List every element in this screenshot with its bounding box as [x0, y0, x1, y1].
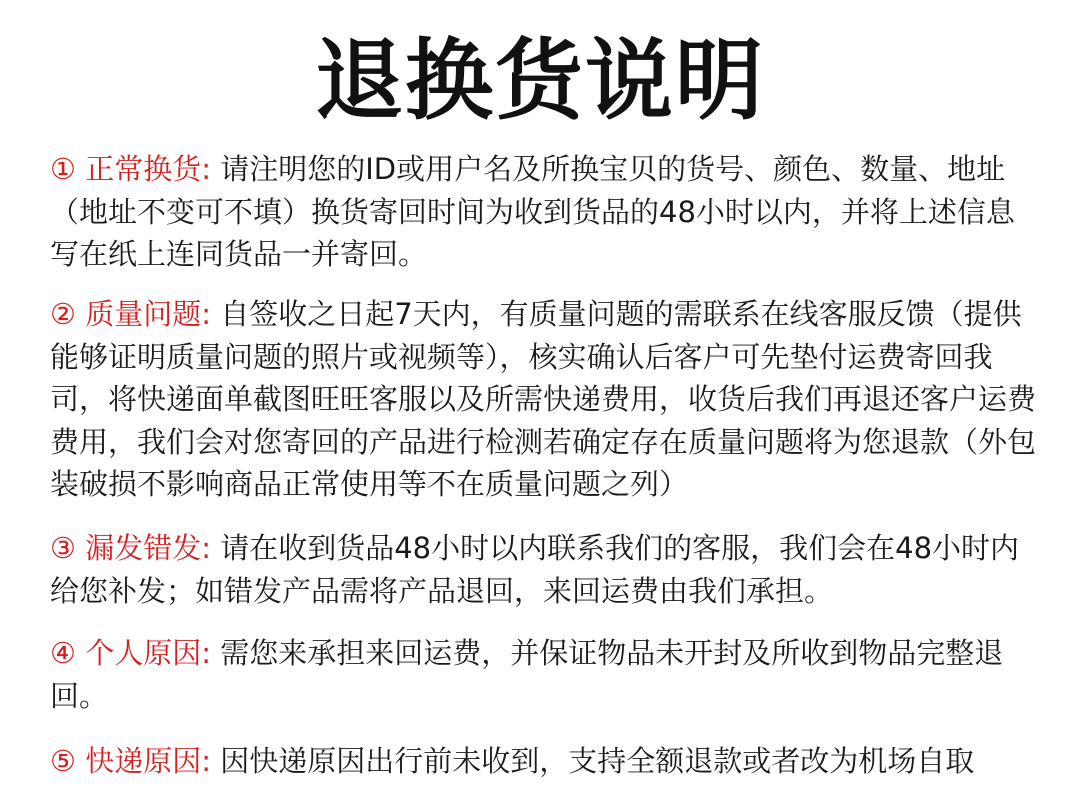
policy-section-courier-reason — [50, 740, 1040, 783]
section-text: 自签收之日起7天内，有质量问题的需联系在线客服反馈（提供能够证明质量问题的照片或视频等），核实确认后客户可先垫付运费寄回我司，将快递面单截图旺旺客服以及所需快递费用，收货后我们再退还客户运费费用，我们会对您寄回的产品进行检测若确定存在质量问题将为您退款（外包装破损不影响商品正常使用等不在质量问题之列） — [50, 297, 1037, 501]
page-title: 退换货说明 — [314, 29, 765, 132]
policy-section-normal-exchange — [50, 148, 1040, 276]
policy-section-missing-wrong-shipment — [50, 527, 1040, 612]
section-text: 需您来承担来回运费，并保证物品未开封及所收到物品完整退回。 — [50, 636, 1004, 713]
section-label: ④ 个人原因: — [50, 636, 221, 670]
policy-section-personal-reason — [50, 632, 1040, 717]
section-label: ② 质量问题: — [50, 297, 221, 331]
section-label: ③ 漏发错发: — [50, 531, 221, 565]
section-label: ① 正常换货: — [50, 152, 221, 186]
section-text: 请注明您的ID或用户名及所换宝贝的货号、颜色、数量、地址（地址不变可不填）换货寄回时间为收到货品的48小时以内，并将上述信息写在纸上连同货品一并寄回。 — [50, 152, 1015, 271]
section-text: 请在收到货品48小时以内联系我们的客服，我们会在48小时内给您补发；如错发产品需将产品退回，来回运费由我们承担。 — [50, 531, 1020, 608]
section-label: ⑤ 快递原因: — [50, 744, 221, 778]
section-text: 因快递原因出行前未收到，支持全额退款或者改为机场自取 — [220, 744, 975, 778]
policy-section-quality-issue — [50, 293, 1040, 506]
